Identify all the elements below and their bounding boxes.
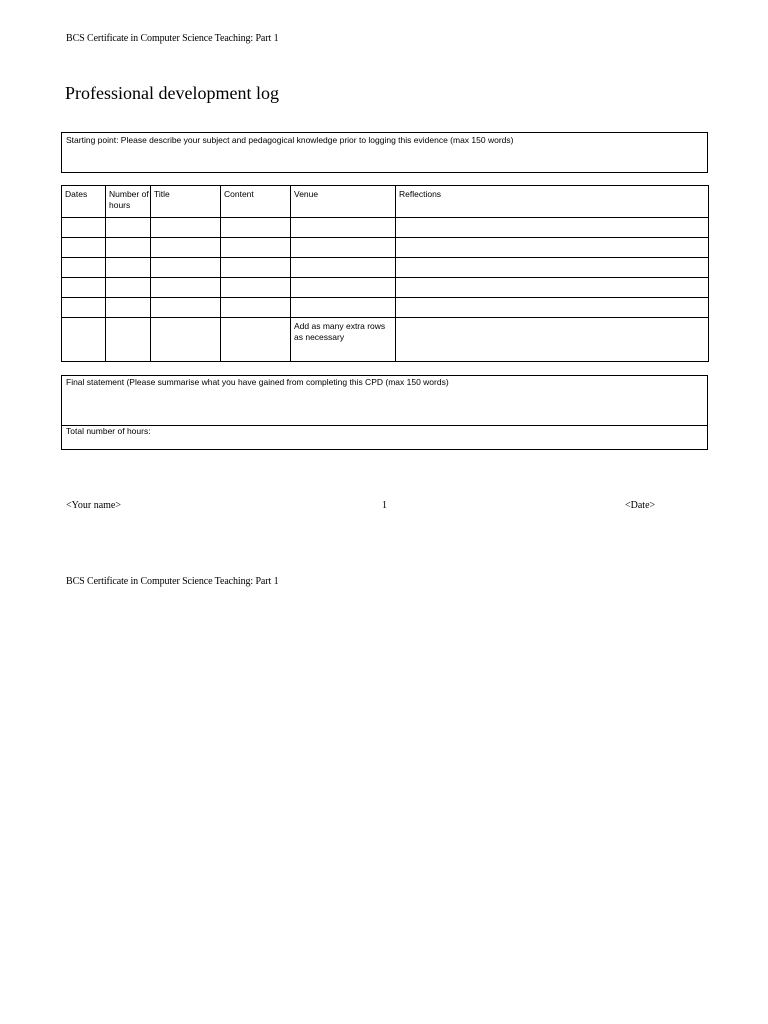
table-cell[interactable] [396, 238, 709, 258]
venue-note: Add as many extra rows as necessary [294, 321, 386, 343]
table-cell[interactable] [396, 218, 709, 238]
column-header-hours: Number of hours [106, 186, 151, 218]
table-cell[interactable] [396, 318, 709, 362]
column-header-reflections: Reflections [396, 186, 709, 218]
table-cell[interactable] [396, 298, 709, 318]
table-cell[interactable] [106, 218, 151, 238]
table-row [62, 258, 709, 278]
total-hours-label: Total number of hours: [66, 426, 151, 436]
table-cell[interactable] [221, 298, 291, 318]
course-header-bottom: BCS Certificate in Computer Science Teaching: Part 1 [66, 576, 279, 587]
starting-point-box[interactable] [61, 132, 708, 173]
table-cell[interactable] [291, 218, 396, 238]
footer-name: <Your name> [66, 500, 121, 511]
table-cell[interactable] [62, 298, 106, 318]
table-cell[interactable] [151, 318, 221, 362]
page-title: Professional development log [65, 83, 279, 103]
table-cell[interactable] [151, 258, 221, 278]
table-row [62, 298, 709, 318]
table-row [62, 218, 709, 238]
course-header-top: BCS Certificate in Computer Science Teaching: Part 1 [66, 33, 279, 44]
column-header-title: Title [151, 186, 221, 218]
footer-date: <Date> [625, 500, 656, 511]
table-cell[interactable] [221, 258, 291, 278]
table-cell[interactable] [221, 218, 291, 238]
table-cell[interactable] [62, 218, 106, 238]
table-cell[interactable] [106, 318, 151, 362]
table-cell[interactable] [106, 298, 151, 318]
table-cell[interactable] [291, 278, 396, 298]
table-cell[interactable] [106, 258, 151, 278]
column-header-venue: Venue [291, 186, 396, 218]
table-cell[interactable] [291, 258, 396, 278]
table-cell[interactable] [151, 298, 221, 318]
table-cell[interactable] [62, 238, 106, 258]
table-cell[interactable] [396, 258, 709, 278]
table-cell[interactable] [62, 318, 106, 362]
log-table [61, 185, 709, 362]
table-cell[interactable] [106, 238, 151, 258]
column-header-content: Content [221, 186, 291, 218]
table-cell[interactable] [221, 238, 291, 258]
divider [62, 425, 707, 426]
table-cell[interactable] [151, 278, 221, 298]
starting-point-label: Starting point: Please describe your subject and pedagogical knowledge prior to logging this evidence (max 150 words) [66, 135, 514, 145]
table-cell[interactable] [62, 258, 106, 278]
table-cell[interactable] [396, 278, 709, 298]
table-cell[interactable] [62, 278, 106, 298]
table-cell[interactable] [106, 278, 151, 298]
table-cell[interactable] [151, 238, 221, 258]
footer-page-number: 1 [382, 500, 387, 511]
table-cell[interactable] [291, 298, 396, 318]
table-row [62, 278, 709, 298]
venue-note-cell[interactable] [291, 318, 396, 362]
table-header-row [62, 186, 709, 218]
table-cell[interactable] [221, 278, 291, 298]
table-cell[interactable] [151, 218, 221, 238]
table-row [62, 318, 709, 362]
final-statement-label: Final statement (Please summarise what you have gained from completing this CPD (max 150 words) [66, 377, 449, 387]
table-row [62, 238, 709, 258]
table-cell[interactable] [291, 238, 396, 258]
table-cell[interactable] [221, 318, 291, 362]
column-header-dates: Dates [62, 186, 106, 218]
final-statement-box [61, 375, 708, 450]
